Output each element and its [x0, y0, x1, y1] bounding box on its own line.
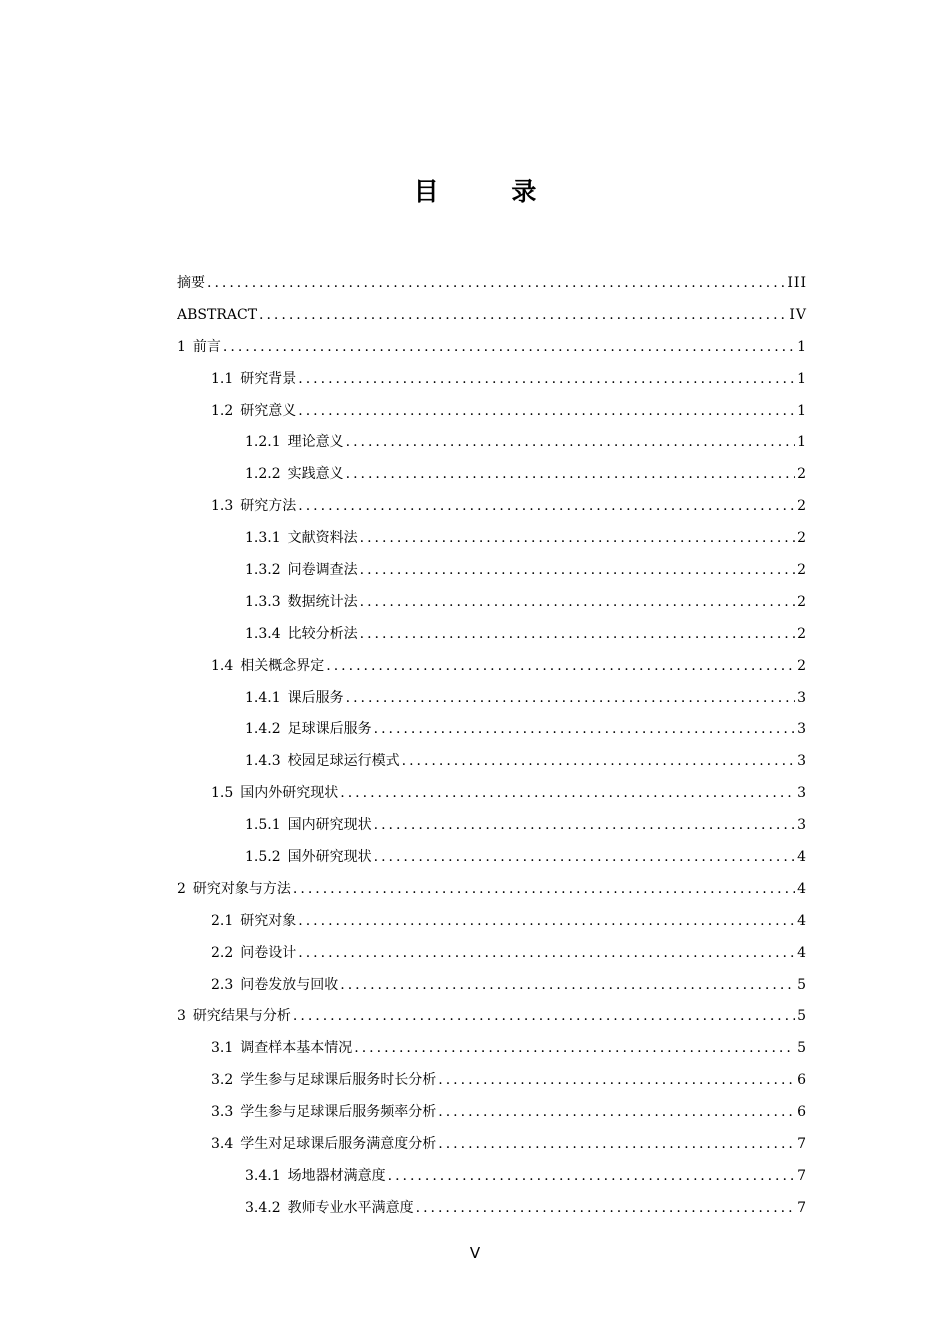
- toc-entry-title: 场地器材满意度: [287, 1167, 386, 1184]
- toc-entry-title: 教师专业水平满意度: [287, 1199, 414, 1216]
- table-of-contents: [177, 268, 807, 1225]
- toc-entry[interactable]: [177, 938, 807, 970]
- toc-entry-title: 实践意义: [287, 466, 344, 483]
- toc-dot-leader: [360, 587, 795, 619]
- toc-entry-label: [211, 906, 296, 938]
- toc-entry-label: [211, 1065, 436, 1097]
- toc-entry-page: 6: [797, 1104, 807, 1121]
- toc-entry-number: 1.2: [211, 402, 234, 419]
- toc-entry-label: [211, 364, 296, 396]
- toc-entry-label: [177, 268, 205, 300]
- toc-entry-page: 5: [797, 976, 807, 993]
- toc-entry[interactable]: [177, 491, 807, 523]
- toc-entry-number: 1.2.1: [245, 434, 281, 451]
- toc-entry-title: 校园足球运行模式: [287, 753, 400, 770]
- toc-entry-page: III: [787, 275, 807, 291]
- toc-entry-number: 3.4: [211, 1136, 234, 1153]
- toc-entry[interactable]: [177, 523, 807, 555]
- toc-dot-leader: [293, 1001, 795, 1033]
- toc-entry-label: [245, 523, 358, 555]
- toc-entry-number: 2.2: [211, 944, 234, 961]
- toc-entry-number: 1.4: [211, 657, 234, 674]
- toc-entry-number: 1.3: [211, 498, 234, 515]
- toc-entry-label: [177, 300, 257, 332]
- toc-entry[interactable]: [177, 1161, 807, 1193]
- toc-entry-label: [245, 746, 400, 778]
- toc-entry[interactable]: [177, 842, 807, 874]
- toc-entry[interactable]: [177, 459, 807, 491]
- toc-entry-page: 4: [797, 880, 807, 897]
- toc-entry-title: 学生参与足球课后服务时长分析: [240, 1072, 437, 1089]
- toc-dot-leader: [360, 619, 795, 651]
- toc-entry[interactable]: [177, 651, 807, 683]
- toc-dot-leader: [346, 459, 795, 491]
- toc-entry-title: 问卷调查法: [287, 562, 358, 579]
- toc-entry-page: 1: [797, 402, 807, 419]
- toc-entry-label: [211, 778, 338, 810]
- toc-entry-label: [245, 842, 372, 874]
- toc-entry-page: 4: [797, 849, 807, 866]
- toc-entry[interactable]: [177, 874, 807, 906]
- toc-entry-title: 调查样本基本情况: [240, 1040, 353, 1057]
- toc-entry[interactable]: [177, 1097, 807, 1129]
- toc-entry-label: [211, 651, 324, 683]
- toc-entry[interactable]: [177, 906, 807, 938]
- toc-entry[interactable]: [177, 746, 807, 778]
- toc-entry-number: 3.4.2: [245, 1199, 281, 1216]
- toc-dot-leader: [326, 651, 795, 683]
- toc-entry[interactable]: [177, 555, 807, 587]
- toc-entry-title: 研究背景: [240, 370, 297, 387]
- toc-dot-leader: [259, 300, 787, 332]
- toc-dot-leader: [340, 778, 795, 810]
- toc-entry[interactable]: [177, 1033, 807, 1065]
- toc-entry[interactable]: [177, 587, 807, 619]
- toc-entry-number: 1.5: [211, 785, 234, 802]
- toc-entry-number: 1.3.4: [245, 625, 281, 642]
- toc-entry-page: 2: [797, 466, 807, 483]
- toc-entry-number: 3: [177, 1008, 186, 1025]
- toc-entry-label: [245, 810, 372, 842]
- toc-entry-title: 国外研究现状: [287, 849, 372, 866]
- toc-entry-title: 研究对象: [240, 912, 297, 929]
- toc-dot-leader: [207, 268, 785, 300]
- toc-entry-number: 1.5.1: [245, 817, 281, 834]
- toc-entry-number: 1: [177, 338, 186, 355]
- toc-entry-label: [245, 1161, 386, 1193]
- toc-entry-label: [245, 683, 344, 715]
- toc-entry-page: 2: [797, 498, 807, 515]
- toc-entry-title: 文献资料法: [287, 530, 358, 547]
- toc-entry[interactable]: [177, 1065, 807, 1097]
- toc-entry-page: 3: [797, 753, 807, 770]
- page-title: 目 录: [413, 177, 569, 206]
- toc-entry-label: [245, 555, 358, 587]
- toc-entry[interactable]: [177, 332, 807, 364]
- toc-dot-leader: [360, 523, 795, 555]
- toc-entry-title: 研究对象与方法: [192, 880, 291, 897]
- toc-dot-leader: [298, 364, 795, 396]
- toc-dot-leader: [360, 555, 795, 587]
- toc-entry[interactable]: [177, 268, 807, 300]
- toc-entry-page: IV: [789, 306, 807, 323]
- toc-entry-page: 5: [797, 1040, 807, 1057]
- toc-dot-leader: [402, 746, 795, 778]
- toc-entry[interactable]: [177, 810, 807, 842]
- toc-entry-label: [211, 970, 338, 1002]
- toc-dot-leader: [298, 938, 795, 970]
- toc-entry-page: 2: [797, 562, 807, 579]
- toc-entry-title: 研究结果与分析: [192, 1008, 291, 1025]
- toc-dot-leader: [354, 1033, 795, 1065]
- toc-entry-page: 3: [797, 721, 807, 738]
- toc-entry-page: 6: [797, 1072, 807, 1089]
- toc-entry-title: 前言: [192, 338, 221, 355]
- toc-entry-number: 2.3: [211, 976, 234, 993]
- toc-entry-number: 3.4.1: [245, 1167, 281, 1184]
- toc-entry-number: 1.5.2: [245, 849, 281, 866]
- toc-dot-leader: [223, 332, 795, 364]
- toc-entry-label: [245, 714, 372, 746]
- toc-dot-leader: [374, 714, 795, 746]
- toc-entry-label: [245, 1193, 414, 1225]
- toc-entry-number: 1.4.2: [245, 721, 281, 738]
- toc-entry[interactable]: [177, 970, 807, 1002]
- toc-dot-leader: [298, 906, 795, 938]
- toc-entry-number: 1.1: [211, 370, 234, 387]
- toc-entry-number: 3.2: [211, 1072, 234, 1089]
- toc-entry-number: 1.3.3: [245, 593, 281, 610]
- toc-entry-title: 足球课后服务: [287, 721, 372, 738]
- toc-entry-label: [245, 427, 344, 459]
- toc-entry-label: [245, 619, 358, 651]
- toc-entry-page: 2: [797, 625, 807, 642]
- toc-entry-title: 研究意义: [240, 402, 297, 419]
- toc-entry-label: [245, 587, 358, 619]
- page-number: V: [469, 1244, 481, 1262]
- toc-entry-page: 3: [797, 785, 807, 802]
- toc-entry[interactable]: [177, 1001, 807, 1033]
- toc-entry-page: 1: [797, 338, 807, 355]
- toc-entry[interactable]: [177, 396, 807, 428]
- toc-dot-leader: [416, 1193, 795, 1225]
- toc-dot-leader: [388, 1161, 795, 1193]
- toc-entry-label: [211, 491, 296, 523]
- toc-entry-label: [177, 874, 291, 906]
- toc-dot-leader: [438, 1065, 795, 1097]
- toc-entry-title: ABSTRACT: [177, 306, 258, 323]
- toc-entry-label: [211, 1033, 352, 1065]
- toc-entry[interactable]: [177, 364, 807, 396]
- toc-entry-number: 1.3.1: [245, 530, 281, 547]
- toc-dot-leader: [438, 1129, 795, 1161]
- toc-entry-page: 2: [797, 593, 807, 610]
- toc-entry[interactable]: [177, 778, 807, 810]
- toc-entry-page: 4: [797, 944, 807, 961]
- toc-entry-number: 1.3.2: [245, 562, 281, 579]
- toc-entry-page: 2: [797, 657, 807, 674]
- toc-entry-number: 2.1: [211, 912, 234, 929]
- toc-dot-leader: [298, 396, 795, 428]
- toc-entry-page: 1: [797, 370, 807, 387]
- toc-entry-title: 国内研究现状: [287, 817, 372, 834]
- toc-entry-title: 摘要: [177, 275, 205, 291]
- toc-entry-title: 学生对足球课后服务满意度分析: [240, 1136, 437, 1153]
- toc-entry-page: 2: [797, 530, 807, 547]
- toc-entry-page: 4: [797, 912, 807, 929]
- toc-entry-page: 7: [797, 1167, 807, 1184]
- toc-dot-leader: [340, 970, 795, 1002]
- toc-entry[interactable]: [177, 427, 807, 459]
- toc-entry-page: 7: [797, 1199, 807, 1216]
- toc-entry[interactable]: [177, 300, 807, 332]
- toc-entry-title: 相关概念界定: [240, 657, 325, 674]
- toc-entry-title: 比较分析法: [287, 625, 358, 642]
- toc-entry-title: 问卷发放与回收: [240, 976, 339, 993]
- toc-dot-leader: [293, 874, 795, 906]
- toc-entry[interactable]: [177, 714, 807, 746]
- toc-entry-title: 研究方法: [240, 498, 297, 515]
- toc-entry-number: 1.4.3: [245, 753, 281, 770]
- toc-entry-page: 3: [797, 689, 807, 706]
- toc-entry-number: 3.3: [211, 1104, 234, 1121]
- toc-entry[interactable]: [177, 1193, 807, 1225]
- toc-entry-page: 7: [797, 1136, 807, 1153]
- toc-dot-leader: [346, 683, 795, 715]
- toc-entry[interactable]: [177, 1129, 807, 1161]
- toc-entry[interactable]: [177, 683, 807, 715]
- toc-entry-title: 理论意义: [287, 434, 344, 451]
- toc-entry-label: [211, 396, 296, 428]
- toc-entry-title: 学生参与足球课后服务频率分析: [240, 1104, 437, 1121]
- toc-dot-leader: [298, 491, 795, 523]
- toc-entry-number: 2: [177, 880, 186, 897]
- toc-entry-title: 问卷设计: [240, 944, 297, 961]
- toc-entry-page: 1: [797, 434, 807, 451]
- toc-entry-number: 1.4.1: [245, 689, 281, 706]
- toc-entry-page: 5: [797, 1008, 807, 1025]
- toc-entry[interactable]: [177, 619, 807, 651]
- toc-entry-label: [177, 1001, 291, 1033]
- toc-entry-label: [211, 938, 296, 970]
- toc-entry-title: 课后服务: [287, 689, 344, 706]
- toc-dot-leader: [438, 1097, 795, 1129]
- toc-entry-title: 国内外研究现状: [240, 785, 339, 802]
- toc-entry-page: 3: [797, 817, 807, 834]
- toc-entry-label: [211, 1129, 436, 1161]
- toc-entry-label: [211, 1097, 436, 1129]
- toc-entry-number: 1.2.2: [245, 466, 281, 483]
- toc-dot-leader: [374, 810, 795, 842]
- toc-entry-label: [245, 459, 344, 491]
- toc-dot-leader: [374, 842, 795, 874]
- toc-entry-title: 数据统计法: [287, 593, 358, 610]
- toc-entry-number: 3.1: [211, 1040, 234, 1057]
- toc-entry-label: [177, 332, 221, 364]
- toc-dot-leader: [346, 427, 795, 459]
